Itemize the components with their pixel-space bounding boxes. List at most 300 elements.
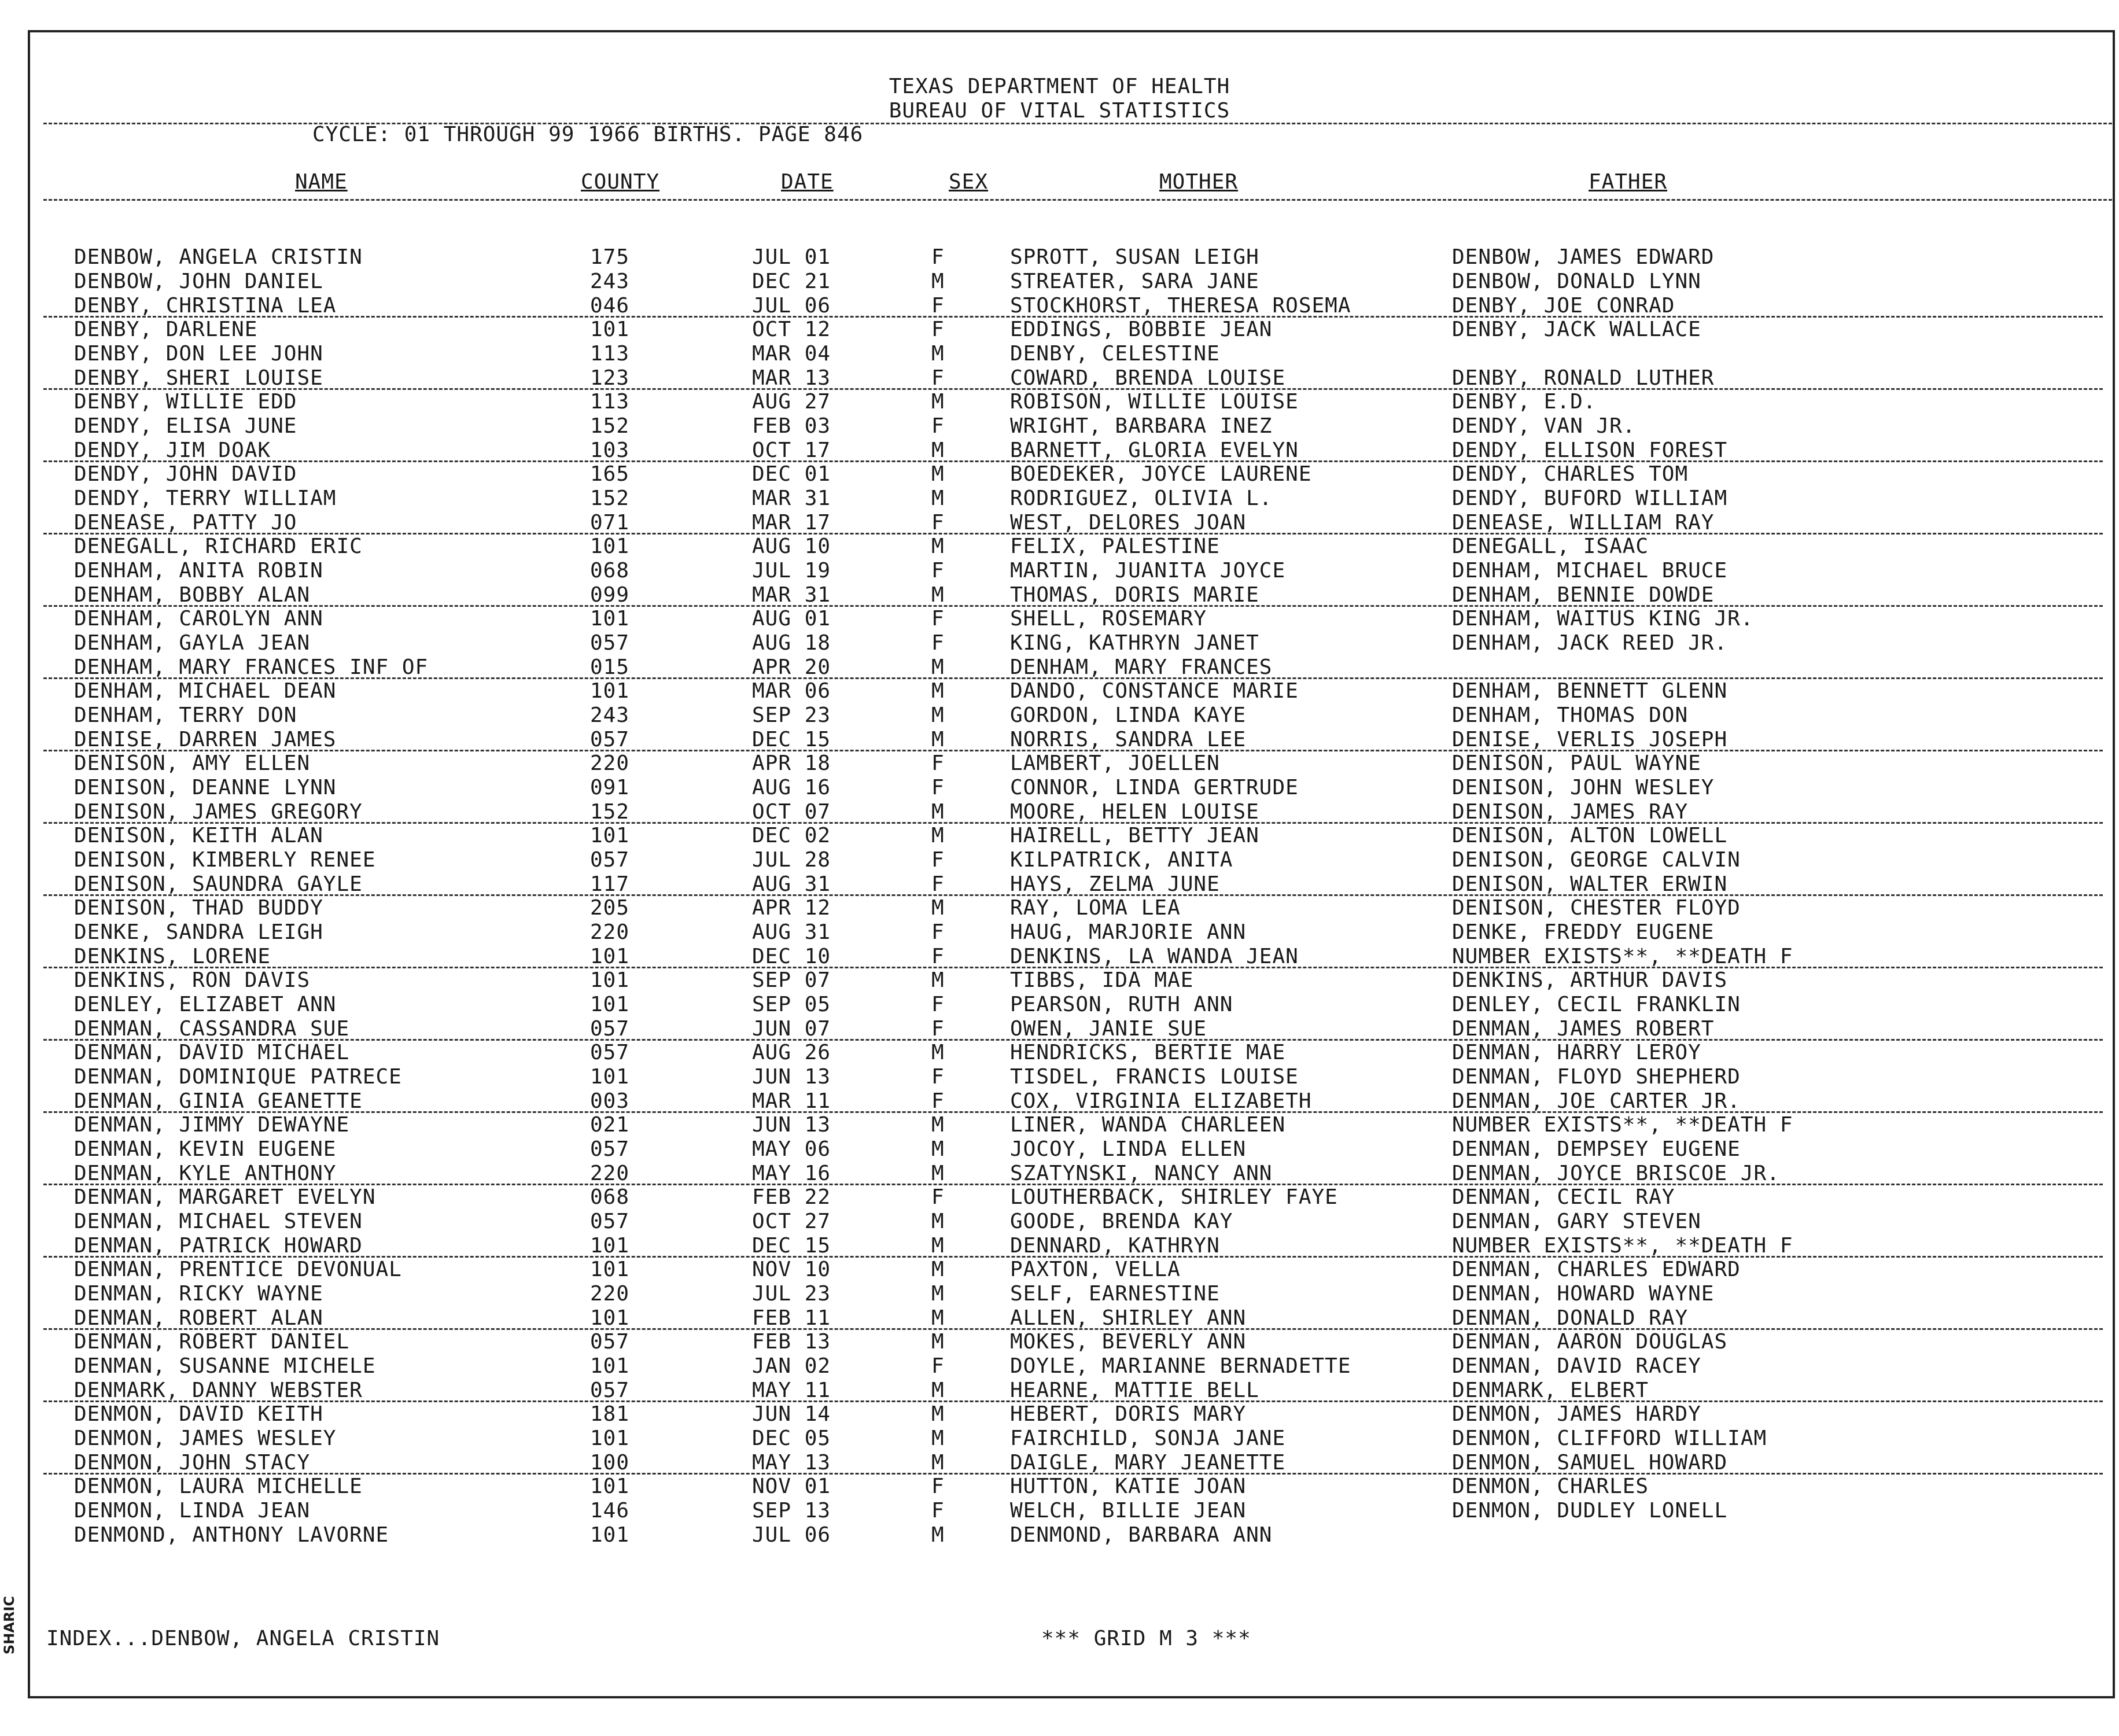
cell-father: DENDY, CHARLES TOM xyxy=(1452,462,1689,486)
cell-mother: HENDRICKS, BERTIE MAE xyxy=(1010,1041,1286,1064)
cell-county: 101 xyxy=(590,679,630,703)
cell-date: MAY 13 xyxy=(752,1451,831,1475)
cell-mother: PEARSON, RUTH ANN xyxy=(1010,993,1233,1016)
cell-date: DEC 21 xyxy=(752,270,831,293)
cell-date: JUN 14 xyxy=(752,1402,831,1426)
cell-name: DENHAM, BOBBY ALAN xyxy=(74,583,311,607)
cell-county: 243 xyxy=(590,270,630,293)
cell-sex: M xyxy=(931,824,945,847)
table-row xyxy=(0,486,2119,511)
cell-sex: F xyxy=(931,294,945,318)
cell-mother: GORDON, LINDA KAYE xyxy=(1010,703,1247,727)
cell-date: AUG 16 xyxy=(752,776,831,799)
cell-county: 165 xyxy=(590,462,630,486)
cell-county: 243 xyxy=(590,703,630,727)
cell-county: 152 xyxy=(590,414,630,438)
cell-father: DENHAM, MICHAEL BRUCE xyxy=(1452,559,1728,583)
cell-sex: M xyxy=(931,1306,945,1330)
cell-sex: M xyxy=(931,655,945,679)
cell-county: 146 xyxy=(590,1499,630,1523)
table-row xyxy=(0,1354,2119,1379)
cell-name: DENISON, DEANNE LYNN xyxy=(74,776,337,799)
cell-name: DENKINS, RON DAVIS xyxy=(74,968,311,992)
table-row xyxy=(0,679,2119,703)
side-label: SHARIC xyxy=(1,1596,17,1654)
table-row xyxy=(0,511,2119,535)
cell-date: APR 18 xyxy=(752,751,831,775)
separator-top xyxy=(43,123,2112,124)
table-row xyxy=(0,1162,2119,1186)
cell-name: DENKE, SANDRA LEIGH xyxy=(74,920,323,944)
cell-mother: HUTTON, KATIE JOAN xyxy=(1010,1475,1247,1498)
cell-date: MAR 17 xyxy=(752,511,831,535)
cell-county: 091 xyxy=(590,776,630,799)
cell-mother: OWEN, JANIE SUE xyxy=(1010,1017,1207,1041)
cell-date: JUL 23 xyxy=(752,1282,831,1306)
cell-mother: MARTIN, JUANITA JOYCE xyxy=(1010,559,1286,583)
cell-sex: F xyxy=(931,559,945,583)
cell-mother: SELF, EARNESTINE xyxy=(1010,1282,1220,1306)
table-row xyxy=(0,968,2119,993)
cell-county: 101 xyxy=(590,318,630,341)
cell-name: DENBY, CHRISTINA LEA xyxy=(74,294,337,318)
cell-sex: F xyxy=(931,1089,945,1113)
cell-father: DENISON, CHESTER FLOYD xyxy=(1452,896,1741,920)
cell-father: DENISON, ALTON LOWELL xyxy=(1452,824,1728,847)
cell-father: DENMON, CLIFFORD WILLIAM xyxy=(1452,1427,1767,1450)
cell-name: DENMAN, MARGARET EVELYN xyxy=(74,1185,376,1209)
column-header-date: DATE xyxy=(781,170,834,194)
cell-sex: M xyxy=(931,679,945,703)
cell-date: APR 20 xyxy=(752,655,831,679)
cell-county: 220 xyxy=(590,1282,630,1306)
cell-county: 113 xyxy=(590,390,630,414)
cell-father: DENBY, E.D. xyxy=(1452,390,1597,414)
cell-father: DENISON, GEORGE CALVIN xyxy=(1452,848,1741,872)
cell-sex: F xyxy=(931,920,945,944)
cell-name: DENMAN, MICHAEL STEVEN xyxy=(74,1210,363,1233)
cell-date: SEP 07 xyxy=(752,968,831,992)
cell-mother: RAY, LOMA LEA xyxy=(1010,896,1181,920)
cell-father: NUMBER EXISTS**, **DEATH F xyxy=(1452,1113,1793,1137)
cell-mother: HEBERT, DORIS MARY xyxy=(1010,1402,1247,1426)
table-row xyxy=(0,631,2119,655)
cell-mother: SPROTT, SUSAN LEIGH xyxy=(1010,245,1259,269)
cell-mother: TIBBS, IDA MAE xyxy=(1010,968,1194,992)
cell-county: 220 xyxy=(590,1162,630,1185)
cell-sex: M xyxy=(931,1210,945,1233)
cell-mother: DENBY, CELESTINE xyxy=(1010,342,1220,366)
table-row xyxy=(0,438,2119,463)
cell-mother: LAMBERT, JOELLEN xyxy=(1010,751,1220,775)
cell-county: 057 xyxy=(590,848,630,872)
cell-sex: F xyxy=(931,993,945,1016)
table-row xyxy=(0,1379,2119,1403)
cell-county: 175 xyxy=(590,245,630,269)
cell-date: DEC 01 xyxy=(752,462,831,486)
table-row xyxy=(0,1523,2119,1547)
cell-date: MAY 16 xyxy=(752,1162,831,1185)
cell-sex: M xyxy=(931,462,945,486)
cell-mother: HAYS, ZELMA JUNE xyxy=(1010,872,1220,896)
cell-father: DENMAN, CHARLES EDWARD xyxy=(1452,1258,1741,1281)
cell-sex: F xyxy=(931,1017,945,1041)
cell-sex: M xyxy=(931,1427,945,1450)
cell-father: DENMAN, JOE CARTER JR. xyxy=(1452,1089,1741,1113)
cell-county: 152 xyxy=(590,486,630,510)
cell-sex: F xyxy=(931,945,945,968)
cell-date: DEC 02 xyxy=(752,824,831,847)
cell-father: DENHAM, THOMAS DON xyxy=(1452,703,1689,727)
cell-name: DENDY, JOHN DAVID xyxy=(74,462,297,486)
table-row xyxy=(0,800,2119,824)
cell-mother: DENKINS, LA WANDA JEAN xyxy=(1010,945,1299,968)
cell-date: JAN 02 xyxy=(752,1354,831,1378)
cell-father: DENEGALL, ISAAC xyxy=(1452,535,1649,558)
cell-date: NOV 01 xyxy=(752,1475,831,1498)
cell-sex: M xyxy=(931,1113,945,1137)
cell-sex: F xyxy=(931,1065,945,1089)
cell-father: DENMAN, FLOYD SHEPHERD xyxy=(1452,1065,1741,1089)
cell-mother: MOKES, BEVERLY ANN xyxy=(1010,1330,1247,1354)
cell-sex: M xyxy=(931,1330,945,1354)
cell-mother: MOORE, HELEN LOUISE xyxy=(1010,800,1259,824)
cell-sex: M xyxy=(931,896,945,920)
cell-father: DENMAN, JOYCE BRISCOE JR. xyxy=(1452,1162,1780,1185)
cell-name: DENHAM, CAROLYN ANN xyxy=(74,607,323,631)
cell-father: DENMAN, DAVID RACEY xyxy=(1452,1354,1701,1378)
cell-date: APR 12 xyxy=(752,896,831,920)
cell-name: DENMARK, DANNY WEBSTER xyxy=(74,1379,363,1402)
cell-date: MAR 04 xyxy=(752,342,831,366)
cell-date: DEC 15 xyxy=(752,728,831,751)
cell-mother: DANDO, CONSTANCE MARIE xyxy=(1010,679,1299,703)
cell-county: 015 xyxy=(590,655,630,679)
cell-mother: ALLEN, SHIRLEY ANN xyxy=(1010,1306,1247,1330)
cell-county: 099 xyxy=(590,583,630,607)
cell-county: 057 xyxy=(590,1330,630,1354)
cell-name: DENISON, AMY ELLEN xyxy=(74,751,311,775)
cell-mother: WRIGHT, BARBARA INEZ xyxy=(1010,414,1273,438)
table-row xyxy=(0,535,2119,559)
cell-name: DENHAM, MICHAEL DEAN xyxy=(74,679,337,703)
cell-name: DENMON, JAMES WESLEY xyxy=(74,1427,337,1450)
cell-father: DENMON, SAMUEL HOWARD xyxy=(1452,1451,1728,1475)
cell-father: DENDY, BUFORD WILLIAM xyxy=(1452,486,1728,510)
table-row xyxy=(0,583,2119,607)
cell-date: FEB 13 xyxy=(752,1330,831,1354)
table-row xyxy=(0,366,2119,390)
cell-date: FEB 22 xyxy=(752,1185,831,1209)
cell-county: 068 xyxy=(590,559,630,583)
cycle-line: CYCLE: 01 THROUGH 99 1966 BIRTHS. PAGE 846 xyxy=(312,123,864,146)
cell-county: 101 xyxy=(590,993,630,1016)
cell-name: DENBY, SHERI LOUISE xyxy=(74,366,323,390)
table-row xyxy=(0,559,2119,583)
table-row xyxy=(0,1185,2119,1210)
cell-mother: JOCOY, LINDA ELLEN xyxy=(1010,1137,1247,1161)
cell-name: DENMON, DAVID KEITH xyxy=(74,1402,323,1426)
cell-father: DENMARK, ELBERT xyxy=(1452,1379,1649,1402)
cell-county: 101 xyxy=(590,1475,630,1498)
cell-father: DENMAN, DONALD RAY xyxy=(1452,1306,1689,1330)
cell-county: 220 xyxy=(590,751,630,775)
table-row xyxy=(0,896,2119,920)
cell-date: DEC 15 xyxy=(752,1234,831,1258)
cell-county: 101 xyxy=(590,1306,630,1330)
cell-sex: F xyxy=(931,1185,945,1209)
cell-mother: THOMAS, DORIS MARIE xyxy=(1010,583,1259,607)
cell-date: JUL 28 xyxy=(752,848,831,872)
cell-date: JUL 06 xyxy=(752,1523,831,1547)
cell-sex: F xyxy=(931,1499,945,1523)
cell-county: 101 xyxy=(590,824,630,847)
cell-county: 057 xyxy=(590,1137,630,1161)
cell-mother: BOEDEKER, JOYCE LAURENE xyxy=(1010,462,1312,486)
cell-date: SEP 23 xyxy=(752,703,831,727)
table-row xyxy=(0,920,2119,945)
cell-date: AUG 10 xyxy=(752,535,831,558)
cell-sex: M xyxy=(931,390,945,414)
cell-sex: M xyxy=(931,728,945,751)
table-row xyxy=(0,1427,2119,1451)
cell-date: OCT 12 xyxy=(752,318,831,341)
cell-county: 101 xyxy=(590,945,630,968)
cell-father: DENMON, JAMES HARDY xyxy=(1452,1402,1701,1426)
cell-county: 103 xyxy=(590,438,630,462)
cell-name: DENMAN, ROBERT DANIEL xyxy=(74,1330,350,1354)
cell-father: DENDY, ELLISON FOREST xyxy=(1452,438,1728,462)
cell-name: DENBY, DARLENE xyxy=(74,318,258,341)
cell-sex: M xyxy=(931,342,945,366)
cell-father: DENMON, CHARLES xyxy=(1452,1475,1649,1498)
cell-name: DENEGALL, RICHARD ERIC xyxy=(74,535,363,558)
cell-father: DENMAN, DEMPSEY EUGENE xyxy=(1452,1137,1741,1161)
column-header-county: COUNTY xyxy=(581,170,660,194)
cell-county: 101 xyxy=(590,1523,630,1547)
table-row xyxy=(0,1475,2119,1499)
cell-mother: SHELL, ROSEMARY xyxy=(1010,607,1207,631)
cell-father: DENMAN, CECIL RAY xyxy=(1452,1185,1675,1209)
cell-date: OCT 17 xyxy=(752,438,831,462)
table-row xyxy=(0,270,2119,294)
cell-county: 101 xyxy=(590,1354,630,1378)
table-row xyxy=(0,1065,2119,1089)
cell-mother: HEARNE, MATTIE BELL xyxy=(1010,1379,1259,1402)
table-row xyxy=(0,1451,2119,1475)
cell-sex: F xyxy=(931,245,945,269)
cell-county: 220 xyxy=(590,920,630,944)
cell-father: DENBOW, JAMES EDWARD xyxy=(1452,245,1715,269)
cell-sex: F xyxy=(931,414,945,438)
separator-header xyxy=(43,199,2112,201)
cell-mother: SZATYNSKI, NANCY ANN xyxy=(1010,1162,1273,1185)
column-header-name: NAME xyxy=(295,170,348,194)
cell-date: MAY 11 xyxy=(752,1379,831,1402)
table-row xyxy=(0,1282,2119,1306)
cell-father: DENLEY, CECIL FRANKLIN xyxy=(1452,993,1741,1016)
cell-father: DENMON, DUDLEY LONELL xyxy=(1452,1499,1728,1523)
cell-father: DENBOW, DONALD LYNN xyxy=(1452,270,1701,293)
table-row xyxy=(0,318,2119,342)
cell-mother: WEST, DELORES JOAN xyxy=(1010,511,1247,535)
cell-date: JUN 13 xyxy=(752,1065,831,1089)
cell-father: DENBY, JOE CONRAD xyxy=(1452,294,1675,318)
table-row xyxy=(0,1330,2119,1354)
cell-county: 021 xyxy=(590,1113,630,1137)
table-row xyxy=(0,607,2119,631)
cell-date: AUG 27 xyxy=(752,390,831,414)
cell-sex: F xyxy=(931,848,945,872)
table-row xyxy=(0,462,2119,486)
cell-date: AUG 01 xyxy=(752,607,831,631)
cell-father: DENISE, VERLIS JOSEPH xyxy=(1452,728,1728,751)
cell-county: 057 xyxy=(590,728,630,751)
table-row xyxy=(0,1306,2119,1330)
cell-mother: STOCKHORST, THERESA ROSEMA xyxy=(1010,294,1351,318)
cell-mother: NORRIS, SANDRA LEE xyxy=(1010,728,1247,751)
cell-date: AUG 18 xyxy=(752,631,831,655)
cell-father: DENKINS, ARTHUR DAVIS xyxy=(1452,968,1728,992)
column-header-mother: MOTHER xyxy=(1159,170,1239,194)
cell-county: 101 xyxy=(590,1258,630,1281)
cell-name: DENISON, THAD BUDDY xyxy=(74,896,323,920)
cell-sex: M xyxy=(931,1162,945,1185)
cell-name: DENMAN, SUSANNE MICHELE xyxy=(74,1354,376,1378)
cell-father: DENHAM, BENNIE DOWDE xyxy=(1452,583,1715,607)
cell-date: MAR 31 xyxy=(752,583,831,607)
cell-name: DENHAM, MARY FRANCES INF OF xyxy=(74,655,429,679)
table-row xyxy=(0,1210,2119,1234)
cell-county: 117 xyxy=(590,872,630,896)
cell-mother: KILPATRICK, ANITA xyxy=(1010,848,1233,872)
cell-name: DENBOW, ANGELA CRISTIN xyxy=(74,245,363,269)
table-row xyxy=(0,728,2119,752)
cell-date: SEP 05 xyxy=(752,993,831,1016)
cell-mother: LINER, WANDA CHARLEEN xyxy=(1010,1113,1286,1137)
table-row xyxy=(0,993,2119,1017)
cell-county: 046 xyxy=(590,294,630,318)
table-row xyxy=(0,945,2119,969)
cell-name: DENLEY, ELIZABET ANN xyxy=(74,993,337,1016)
cell-county: 057 xyxy=(590,631,630,655)
table-row xyxy=(0,872,2119,897)
cell-sex: F xyxy=(931,366,945,390)
cell-father: NUMBER EXISTS**, **DEATH F xyxy=(1452,945,1793,968)
cell-name: DENBY, DON LEE JOHN xyxy=(74,342,323,366)
cell-mother: COX, VIRGINIA ELIZABETH xyxy=(1010,1089,1312,1113)
cell-sex: M xyxy=(931,1282,945,1306)
cell-father: DENBY, JACK WALLACE xyxy=(1452,318,1701,341)
table-row xyxy=(0,848,2119,872)
cell-name: DENMON, LINDA JEAN xyxy=(74,1499,311,1523)
cell-date: FEB 11 xyxy=(752,1306,831,1330)
cell-county: 101 xyxy=(590,1065,630,1089)
cell-sex: F xyxy=(931,607,945,631)
cell-name: DENISON, SAUNDRA GAYLE xyxy=(74,872,363,896)
table-row xyxy=(0,1113,2119,1137)
cell-county: 181 xyxy=(590,1402,630,1426)
cell-sex: M xyxy=(931,1234,945,1258)
cell-sex: M xyxy=(931,968,945,992)
cell-father: DENMAN, AARON DOUGLAS xyxy=(1452,1330,1728,1354)
table-row xyxy=(0,1234,2119,1258)
cell-father: DENHAM, BENNETT GLENN xyxy=(1452,679,1728,703)
cell-sex: F xyxy=(931,1354,945,1378)
cell-date: MAY 06 xyxy=(752,1137,831,1161)
cell-father: DENDY, VAN JR. xyxy=(1452,414,1636,438)
cell-father: DENMAN, HARRY LEROY xyxy=(1452,1041,1701,1064)
cell-county: 123 xyxy=(590,366,630,390)
cell-mother: DENHAM, MARY FRANCES xyxy=(1010,655,1273,679)
cell-county: 205 xyxy=(590,896,630,920)
table-row xyxy=(0,390,2119,414)
cell-mother: BARNETT, GLORIA EVELYN xyxy=(1010,438,1299,462)
cell-date: AUG 31 xyxy=(752,872,831,896)
cell-name: DENISON, KEITH ALAN xyxy=(74,824,323,847)
cell-mother: FAIRCHILD, SONJA JANE xyxy=(1010,1427,1286,1450)
cell-name: DENMON, JOHN STACY xyxy=(74,1451,311,1475)
cell-sex: F xyxy=(931,511,945,535)
column-header-father: FATHER xyxy=(1589,170,1668,194)
cell-mother: EDDINGS, BOBBIE JEAN xyxy=(1010,318,1273,341)
cell-name: DENHAM, ANITA ROBIN xyxy=(74,559,323,583)
table-row xyxy=(0,703,2119,728)
cell-name: DENMAN, RICKY WAYNE xyxy=(74,1282,323,1306)
table-row xyxy=(0,1402,2119,1427)
cell-sex: F xyxy=(931,872,945,896)
cell-name: DENMAN, GINIA GEANETTE xyxy=(74,1089,363,1113)
table-row xyxy=(0,1017,2119,1041)
grid-footer: *** GRID M 3 *** xyxy=(1041,1627,1251,1650)
cell-mother: LOUTHERBACK, SHIRLEY FAYE xyxy=(1010,1185,1338,1209)
cell-mother: ROBISON, WILLIE LOUISE xyxy=(1010,390,1299,414)
cell-father: DENISON, JOHN WESLEY xyxy=(1452,776,1715,799)
cell-county: 101 xyxy=(590,1427,630,1450)
cell-sex: M xyxy=(931,1379,945,1402)
cell-date: OCT 07 xyxy=(752,800,831,824)
cell-sex: F xyxy=(931,776,945,799)
cell-date: MAR 31 xyxy=(752,486,831,510)
cell-sex: M xyxy=(931,1041,945,1064)
cell-mother: FELIX, PALESTINE xyxy=(1010,535,1220,558)
cell-sex: M xyxy=(931,1258,945,1281)
cell-date: AUG 31 xyxy=(752,920,831,944)
cell-name: DENMAN, KEVIN EUGENE xyxy=(74,1137,337,1161)
cell-sex: M xyxy=(931,535,945,558)
cell-name: DENMAN, DAVID MICHAEL xyxy=(74,1041,350,1064)
cell-mother: GOODE, BRENDA KAY xyxy=(1010,1210,1233,1233)
cell-sex: M xyxy=(931,1402,945,1426)
column-header-sex: SEX xyxy=(949,170,989,194)
cell-father: DENEASE, WILLIAM RAY xyxy=(1452,511,1715,535)
cell-date: MAR 06 xyxy=(752,679,831,703)
cell-name: DENMAN, PATRICK HOWARD xyxy=(74,1234,363,1258)
cell-date: JUL 19 xyxy=(752,559,831,583)
cell-name: DENBY, WILLIE EDD xyxy=(74,390,297,414)
cell-father: DENBY, RONALD LUTHER xyxy=(1452,366,1715,390)
table-row xyxy=(0,342,2119,366)
cell-date: AUG 26 xyxy=(752,1041,831,1064)
table-row xyxy=(0,1089,2119,1114)
cell-name: DENHAM, TERRY DON xyxy=(74,703,297,727)
cell-sex: M xyxy=(931,800,945,824)
cell-mother: KING, KATHRYN JANET xyxy=(1010,631,1259,655)
cell-county: 071 xyxy=(590,511,630,535)
cell-name: DENISON, JAMES GREGORY xyxy=(74,800,363,824)
cell-date: NOV 10 xyxy=(752,1258,831,1281)
department-title: TEXAS DEPARTMENT OF HEALTH xyxy=(889,75,1230,98)
